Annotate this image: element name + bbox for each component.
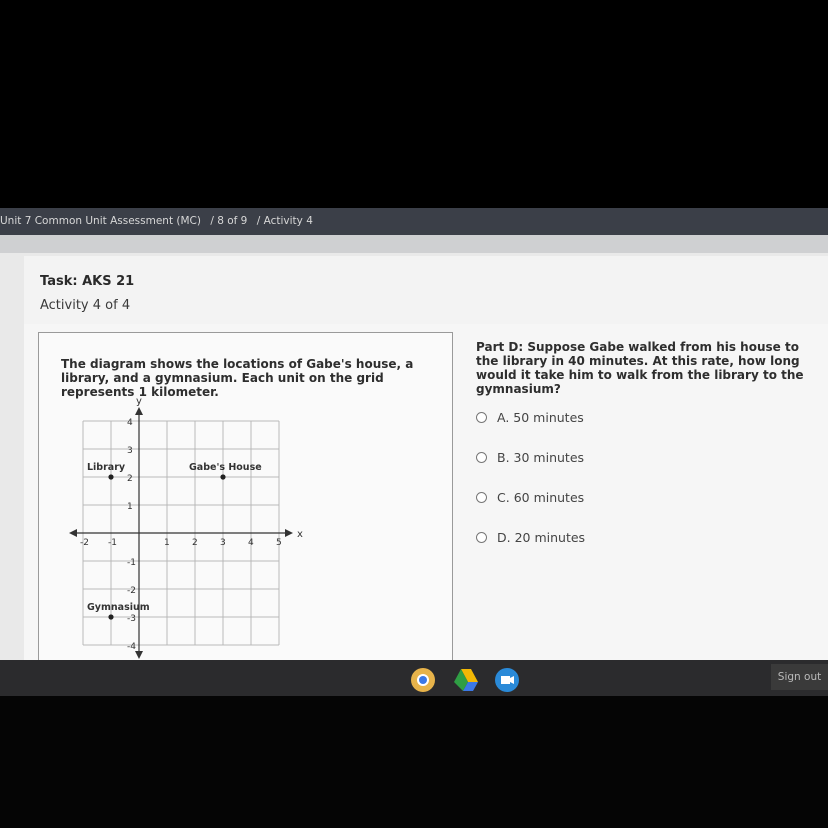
choice-letter: B. — [497, 450, 510, 465]
activity-counter: Activity 4 of 4 — [40, 298, 131, 313]
task-title: Task: AKS 21 — [40, 274, 135, 289]
question-panel — [476, 340, 821, 545]
x-tick-label: 1 — [164, 538, 170, 548]
x-axis-label: x — [297, 529, 303, 540]
point-marker — [108, 614, 113, 619]
choice-text: 20 minutes — [514, 530, 586, 545]
point-label: Gymnasium — [87, 602, 150, 613]
point-marker — [108, 474, 113, 479]
y-tick-label: 1 — [127, 502, 133, 512]
coordinate-grid — [61, 396, 303, 652]
task-header — [24, 256, 828, 324]
choice-text: 60 minutes — [513, 490, 585, 505]
y-tick-label: -3 — [127, 614, 136, 624]
choice-letter: A. — [497, 410, 510, 425]
point-label: Library — [87, 462, 126, 473]
choice-text: 50 minutes — [513, 410, 584, 425]
radio-button[interactable] — [476, 492, 487, 503]
stimulus-panel — [38, 332, 453, 671]
x-tick-label: -1 — [108, 538, 117, 548]
x-tick-label: -2 — [80, 538, 89, 548]
progress-strip — [0, 235, 828, 253]
x-axis-arrow — [285, 529, 293, 537]
point-marker — [220, 474, 225, 479]
question-stem: The diagram shows the locations of Gabe's house, a library, and a gymnasium. Each unit on the grid represents 1 kilometer. — [61, 357, 414, 399]
radio-button[interactable] — [476, 452, 487, 463]
choice-c[interactable] — [476, 490, 584, 505]
y-tick-label: 3 — [127, 446, 133, 456]
activity-content — [24, 324, 828, 670]
point-label: Gabe's House — [189, 462, 262, 473]
sign-out-button[interactable]: Sign out — [771, 664, 828, 690]
drive-icon[interactable] — [453, 668, 477, 692]
y-axis-arrow — [135, 651, 143, 659]
y-axis-arrow — [135, 407, 143, 415]
meet-icon[interactable] — [495, 668, 519, 692]
radio-button[interactable] — [476, 412, 487, 423]
y-tick-label: -1 — [127, 558, 136, 568]
y-tick-label: 4 — [127, 418, 133, 428]
breadcrumb-activity[interactable]: / Activity 4 — [256, 215, 313, 227]
breadcrumb-unit[interactable]: Unit 7 Common Unit Assessment (MC) — [0, 215, 201, 227]
choice-a[interactable] — [476, 410, 584, 425]
x-axis-arrow — [69, 529, 77, 537]
chrome-icon[interactable] — [411, 668, 435, 692]
x-tick-label: 4 — [248, 538, 254, 548]
choice-text: 30 minutes — [513, 450, 585, 465]
os-taskbar — [0, 660, 828, 696]
choice-b[interactable] — [476, 450, 584, 465]
y-tick-label: -4 — [127, 642, 136, 652]
choice-d[interactable] — [476, 530, 585, 545]
y-axis-label: y — [136, 396, 142, 407]
radio-button[interactable] — [476, 532, 487, 543]
choice-letter: C. — [497, 490, 510, 505]
y-tick-label: 2 — [127, 474, 133, 484]
x-tick-label: 3 — [220, 538, 226, 548]
y-tick-label: -2 — [127, 586, 136, 596]
breadcrumb — [0, 208, 828, 235]
x-tick-label: 2 — [192, 538, 198, 548]
x-tick-label: 5 — [276, 538, 282, 548]
question-text: Part D: Suppose Gabe walked from his house to the library in 40 minutes. At this rate, how long would it take him to walk from the library to the gymnasium? — [476, 340, 804, 396]
app-window — [0, 208, 828, 670]
breadcrumb-page[interactable]: / 8 of 9 — [210, 215, 248, 227]
choice-letter: D. — [497, 530, 511, 545]
